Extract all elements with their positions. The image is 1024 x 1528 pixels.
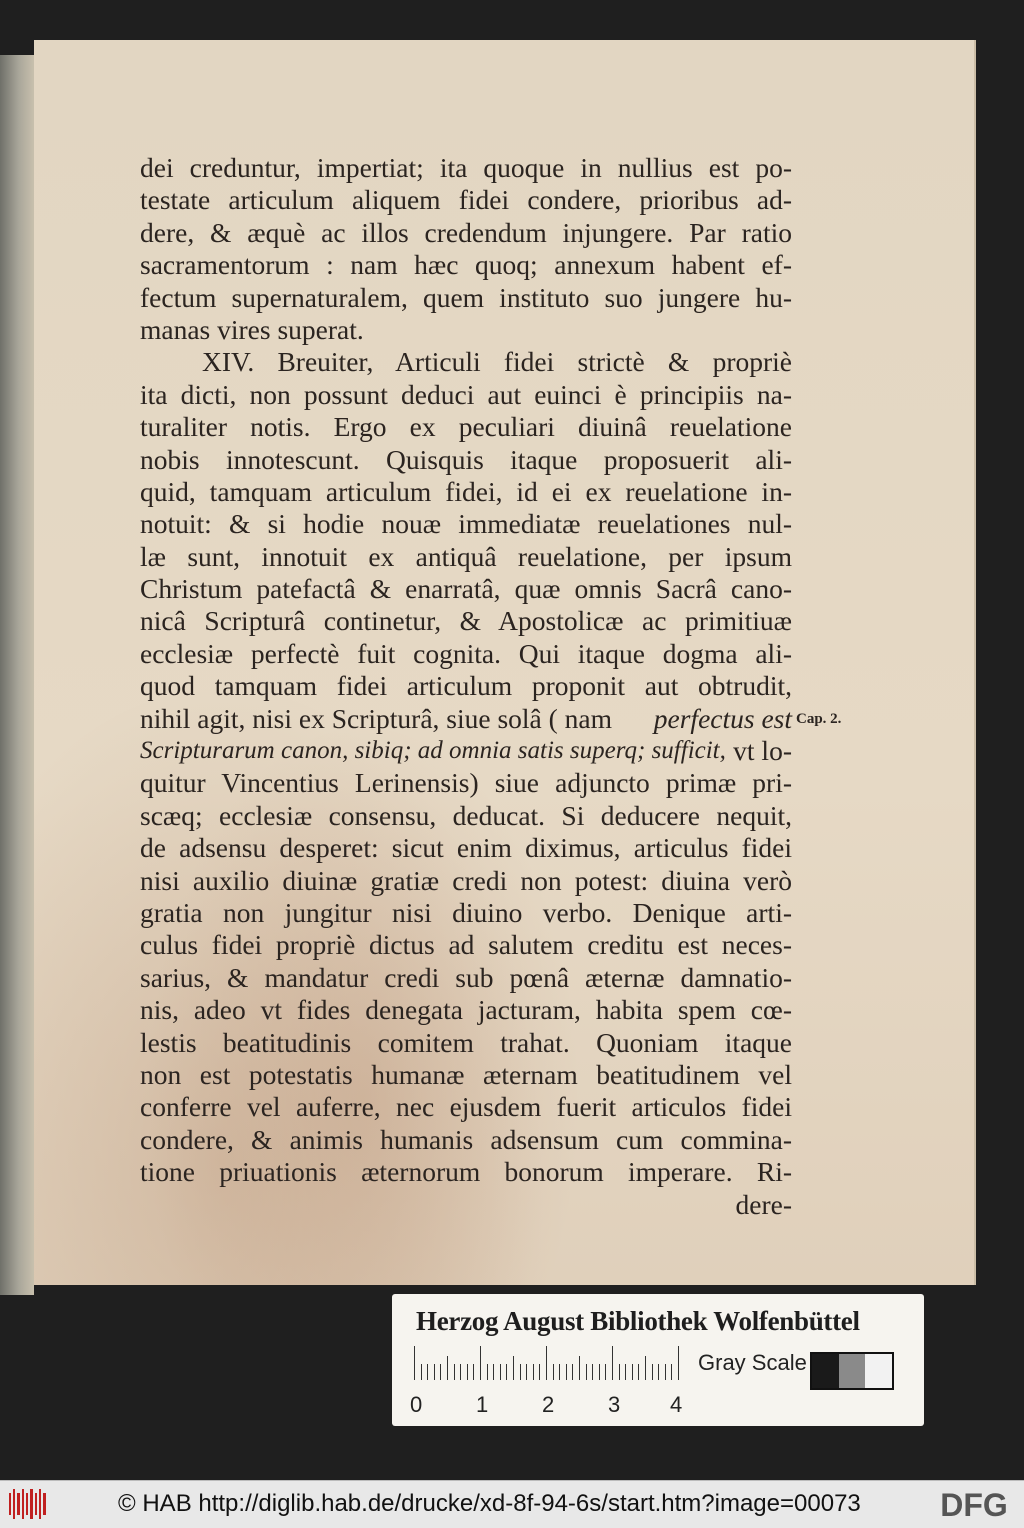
text-line: gratia non jungitur nisi diuino verbo. Denique arti- — [140, 896, 792, 928]
ruler-number: 3 — [608, 1392, 621, 1417]
gray-swatch-mid — [839, 1354, 866, 1388]
ruler-tick — [546, 1346, 547, 1380]
text-line: quod tamquam fidei articulum proponit aut obtrudit, — [140, 670, 792, 702]
ruler-tick — [539, 1364, 540, 1380]
gray-swatches — [810, 1352, 894, 1390]
text-line: nis, adeo vt fides denegata jacturam, habita spem cœ- — [140, 994, 792, 1026]
text-line: sarius, & mandatur credi sub pœnâ æternæ damnatio- — [140, 961, 792, 993]
ruler-tick — [520, 1364, 521, 1380]
ruler-tick — [625, 1364, 626, 1380]
text-line: scæq; ecclesiæ consensu, deducat. Si deducere nequit, — [140, 799, 792, 831]
ruler — [414, 1346, 694, 1380]
ruler-tick — [506, 1364, 507, 1380]
ruler-tick — [526, 1364, 527, 1380]
text-line: XIV. Breuiter, Articuli fidei strictè & propriè — [202, 346, 792, 378]
text-line: conferre vel auferre, nec ejusdem fuerit articulos fidei — [140, 1091, 792, 1123]
ruler-tick — [480, 1346, 481, 1380]
page-text — [140, 152, 792, 1221]
gray-swatch-dark — [812, 1354, 839, 1388]
text-line: læ sunt, innotuit ex antiquâ reuelatione, per ipsum — [140, 540, 792, 572]
ruler-tick — [599, 1364, 600, 1380]
text-line: ita dicti, non possunt deduci aut euinci è principiis na- — [140, 378, 792, 410]
text-line: dere, & æquè ac illos credendum injungere. Par ratio — [140, 216, 792, 248]
ruler-tick — [500, 1364, 501, 1380]
text-line: lestis beatitudinis comitem trahat. Quoniam itaque — [140, 1026, 792, 1058]
text-segment: nihil agit, nisi ex Scripturâ, siue solâ ( nam — [140, 702, 612, 734]
text-segment: vt lo- — [733, 735, 792, 767]
ruler-tick — [447, 1356, 448, 1380]
ruler-tick — [592, 1364, 593, 1380]
text-line: notuit: & si hodie nouæ immediatæ reuelationes nul- — [140, 508, 792, 540]
ruler-tick — [473, 1364, 474, 1380]
text-line: nobis innotescunt. Quisquis itaque proposuerit ali- — [140, 443, 792, 475]
color-scale-card — [392, 1294, 924, 1426]
ruler-tick — [559, 1364, 560, 1380]
text-line — [140, 703, 792, 735]
text-line: culus fidei propriè dictus ad salutem creditu est neces- — [140, 929, 792, 961]
ruler-tick — [454, 1364, 455, 1380]
marginal-note: Cap. 2. — [796, 711, 842, 727]
left-page-edge — [0, 55, 34, 1295]
text-line: manas vires superat. — [140, 313, 364, 345]
ruler-tick — [427, 1364, 428, 1380]
text-line: quitur Vincentius Lerinensis) siue adjuncto primæ pri- — [140, 767, 792, 799]
text-line: fectum supernaturalem, quem instituto suo jungere hu- — [140, 281, 792, 313]
ruler-number: 1 — [476, 1392, 489, 1417]
gray-scale-label: Gray Scale — [698, 1350, 807, 1375]
ruler-tick — [421, 1364, 422, 1380]
text-line: Christum patefactâ & enarratâ, quæ omnis Sacrâ cano- — [140, 573, 792, 605]
ruler-tick — [513, 1356, 514, 1380]
ruler-tick — [579, 1356, 580, 1380]
book-page — [34, 40, 976, 1285]
text-line — [140, 735, 792, 767]
text-line: condere, & animis humanis adsensum cum commina- — [140, 1123, 792, 1155]
text-line: nisi auxilio diuinæ gratiæ credi non potest: diuina verò — [140, 864, 792, 896]
ruler-tick — [671, 1364, 672, 1380]
ruler-number: 2 — [542, 1392, 555, 1417]
dfg-logo-text: DFG — [940, 1487, 1008, 1521]
ruler-tick — [440, 1364, 441, 1380]
text-line: non est potestatis humanæ æternam beatitudinem vel — [140, 1058, 792, 1090]
ruler-tick — [493, 1364, 494, 1380]
ruler-number: 0 — [410, 1392, 423, 1417]
ruler-tick — [665, 1364, 666, 1380]
dfg-logo — [932, 1487, 1016, 1521]
catchword: dere- — [735, 1188, 792, 1220]
text-line: nicâ Scripturâ continetur, & Apostolicæ ac primitiuæ — [140, 605, 792, 637]
text-line: tione priuationis æternorum bonorum imperare. Ri- — [140, 1156, 792, 1188]
italic-text: Scripturarum canon, sibiq; ad omnia satis superq; sufficit, — [140, 737, 726, 765]
ruler-tick — [586, 1364, 587, 1380]
ruler-tick — [605, 1364, 606, 1380]
copyright-link[interactable]: © HAB http://diglib.hab.de/drucke/xd-8f-94-6s/start.htm?image=00073 — [118, 1490, 861, 1517]
text-line: turaliter notis. Ergo ex peculiari diuinâ reuelatione — [140, 411, 792, 443]
text-line: de adsensu desperet: sicut enim diximus, articulus fidei — [140, 832, 792, 864]
barcode-icon — [8, 1489, 48, 1519]
ruler-tick — [487, 1364, 488, 1380]
footer-bar — [0, 1480, 1024, 1528]
ruler-tick — [612, 1346, 613, 1380]
ruler-tick — [658, 1364, 659, 1380]
ruler-tick — [467, 1364, 468, 1380]
ruler-tick — [619, 1364, 620, 1380]
ruler-tick — [434, 1364, 435, 1380]
ruler-number: 4 — [670, 1392, 683, 1417]
text-line: quid, tamquam articulum fidei, id ei ex reuelatione in- — [140, 475, 792, 507]
text-line: ecclesiæ perfectè fuit cognita. Qui itaque dogma ali- — [140, 637, 792, 669]
ruler-tick — [652, 1364, 653, 1380]
text-line: testate articulum aliquem fidei condere, prioribus ad- — [140, 184, 792, 216]
italic-text: perfectus est — [653, 702, 792, 734]
library-name: Herzog August Bibliothek Wolfenbüttel — [416, 1306, 860, 1336]
ruler-tick — [638, 1364, 639, 1380]
ruler-tick — [645, 1356, 646, 1380]
gray-swatch-light — [865, 1354, 892, 1388]
ruler-tick — [553, 1364, 554, 1380]
ruler-tick — [533, 1364, 534, 1380]
text-line: dei creduntur, impertiat; ita quoque in nullius est po- — [140, 152, 792, 183]
text-line: sacramentorum : nam hæc quoq; annexum habent ef- — [140, 249, 792, 281]
ruler-tick — [632, 1364, 633, 1380]
ruler-tick — [460, 1364, 461, 1380]
ruler-tick — [572, 1364, 573, 1380]
ruler-tick — [566, 1364, 567, 1380]
ruler-tick — [414, 1346, 415, 1380]
ruler-tick — [678, 1346, 679, 1380]
